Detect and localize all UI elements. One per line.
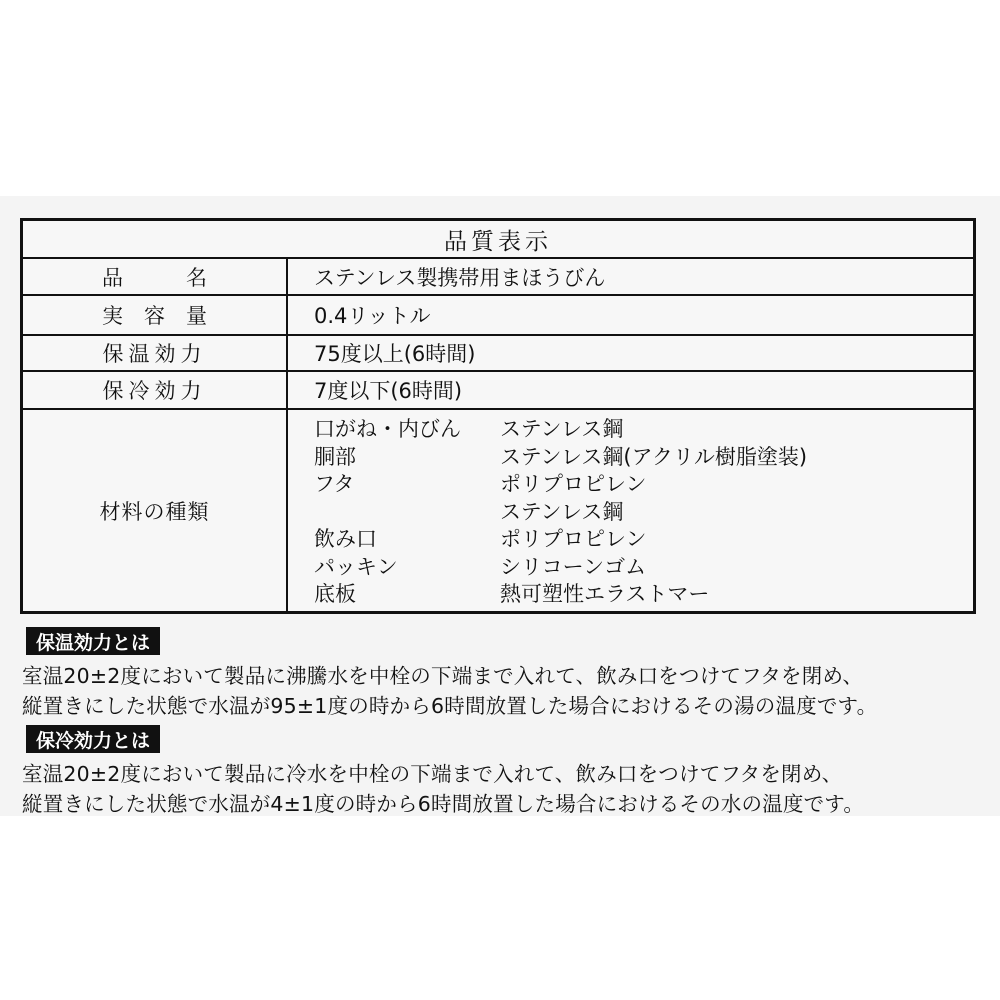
row-label: 実 容 量 [23, 296, 288, 334]
row-label: 品 名 [23, 259, 288, 294]
material-name: 熱可塑性エラストマー [500, 582, 710, 606]
row-value: 0.4リットル [314, 304, 431, 328]
material-part: 底板 [314, 582, 356, 606]
material-name: ポリプロピレン [500, 527, 647, 551]
table-row-product-name [23, 259, 973, 296]
row-label: 保温効力 [23, 336, 288, 370]
row-label: 保冷効力 [23, 372, 288, 408]
material-name: ステンレス鋼 [500, 499, 624, 524]
row-value: 7度以下(6時間) [314, 379, 463, 403]
heat-retention-description [22, 661, 982, 721]
material-part: 胴部 [314, 444, 356, 469]
heat-retention-heading: 保温効力とは [26, 627, 160, 655]
row-label: 材料の種類 [23, 410, 288, 611]
cold-retention-heading: 保冷効力とは [26, 725, 160, 753]
description-line: 室温20±2度において製品に冷水を中栓の下端まで入れて、飲み口をつけてフタを閉め、 [22, 762, 843, 786]
materials-list [314, 416, 807, 608]
table-row-heat-retention [23, 336, 973, 372]
material-part: フタ [314, 472, 355, 496]
description-line: 室温20±2度において製品に沸騰水を中栓の下端まで入れて、飲み口をつけてフタを閉め、 [22, 664, 864, 688]
cold-retention-description [22, 759, 982, 819]
material-part: 飲み口 [314, 527, 377, 551]
quality-label-table [20, 218, 976, 614]
description-line: 縦置きにした状態で水温が95±1度の時から6時間放置した場合におけるその湯の温度です。 [22, 694, 878, 718]
table-row-cold-retention [23, 372, 973, 410]
table-row-capacity [23, 296, 973, 336]
material-part [314, 499, 500, 526]
material-name: ステンレス鋼(アクリル樹脂塗装) [500, 444, 808, 469]
table-row-materials [23, 410, 973, 611]
row-value: ステンレス製携帯用まほうびん [314, 265, 606, 290]
material-name: ステンレス鋼 [500, 417, 624, 441]
material-name: シリコーンゴム [500, 554, 647, 579]
material-part: パッキン [314, 554, 398, 579]
material-name: ポリプロピレン [500, 472, 647, 496]
row-value: 75度以上(6時間) [314, 342, 476, 366]
description-line: 縦置きにした状態で水温が4±1度の時から6時間放置した場合におけるその水の温度です。 [22, 792, 865, 816]
material-part: 口がね・内びん [314, 417, 461, 441]
table-title: 品質表示 [23, 221, 973, 259]
